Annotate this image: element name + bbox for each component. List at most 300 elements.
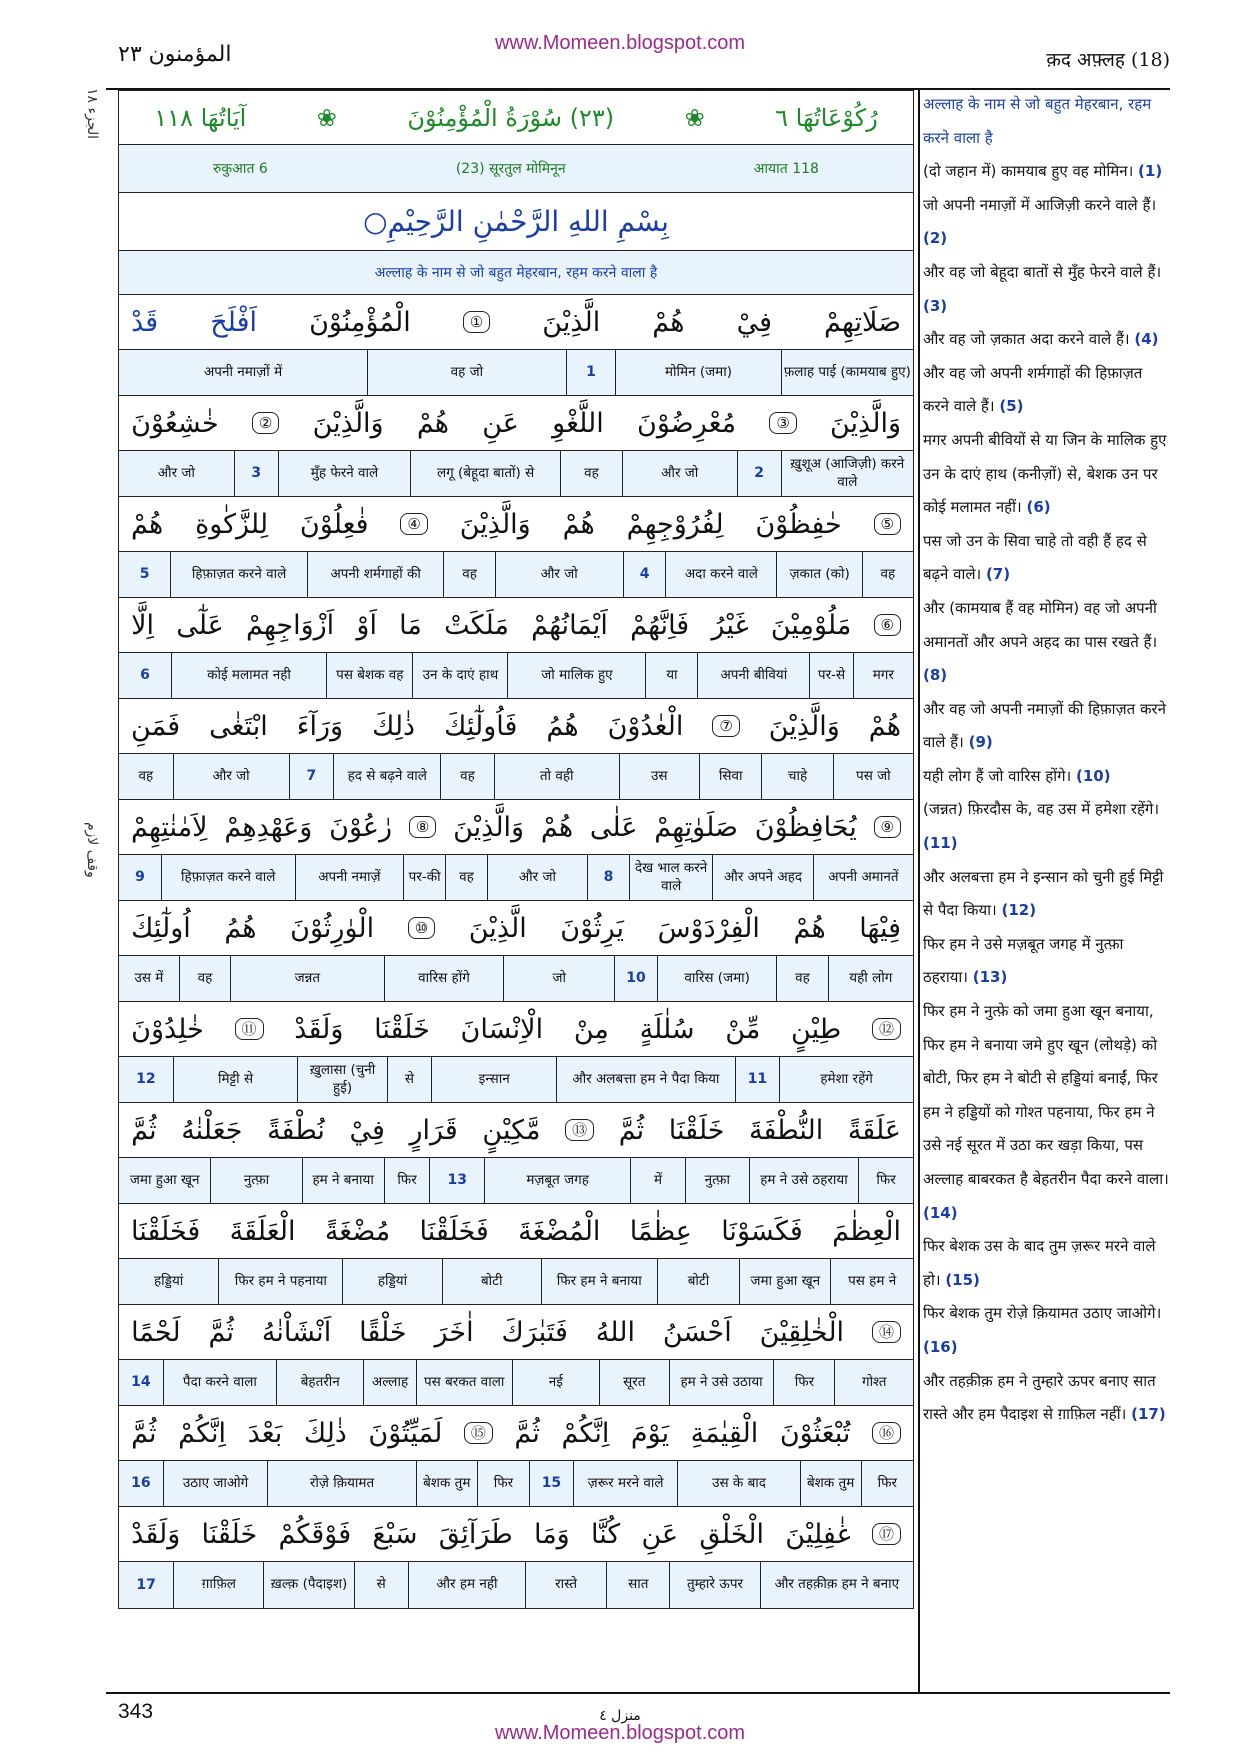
verse-number: 14 <box>131 1374 151 1391</box>
arabic-word: عَلٰٓى <box>176 609 224 641</box>
translation-text: और तहक़ीक़ हम ने तुम्हारे ऊपर बनाए सात रास्ते और हम पैदाइश से ग़ाफ़िल नहीं। <box>923 1371 1156 1424</box>
arabic-word: فَتَبٰرَكَ <box>501 1316 568 1348</box>
arabic-word: وَعَهْدِهِمْ <box>224 811 313 843</box>
translation-text: (दो जहान में) कामयाब हुए वह मोमिन। <box>923 162 1139 181</box>
arabic-word: اِنَّكُمْ <box>178 1417 227 1449</box>
arabic-verse-row <box>119 699 913 754</box>
word-meaning-row <box>119 653 913 699</box>
ayah-marker: ④ <box>400 513 427 535</box>
site-url-top[interactable]: www.Momeen.blogspot.com <box>494 32 746 54</box>
word-meaning-row <box>119 1158 913 1204</box>
word-meaning-cell: और अलबत्ता हम ने पैदा किया <box>556 1057 734 1102</box>
waqf-margin-note: وقف لازم <box>84 822 100 878</box>
arabic-word: مَّكِيْنٍ <box>482 1114 541 1146</box>
word-meaning-cell: देख भाल करने वाले <box>629 855 713 900</box>
verse-number: 3 <box>234 451 278 496</box>
arabic-word: غٰفِلِيْنَ <box>785 1518 851 1550</box>
word-meaning-cell: पस बरकत वाला <box>416 1360 512 1405</box>
arabic-word: اللهُ <box>595 1316 635 1348</box>
word-meaning-row <box>119 956 913 1002</box>
word-meaning-cell: वह <box>138 767 154 784</box>
arabic-verse-row <box>119 1103 913 1158</box>
verse-number: 9 <box>135 869 145 886</box>
word-meaning-cell: हिफ़ाज़त करने वाले <box>161 855 295 900</box>
verse-number: 10 <box>614 956 657 1001</box>
ruku-count-hindi: रुकुआत 6 <box>213 161 268 177</box>
arabic-word: هُمُ <box>224 912 257 944</box>
ayah-marker: ⑪ <box>235 1018 264 1040</box>
word-meaning-row <box>119 451 913 497</box>
arabic-word: ثُمَّ <box>514 1417 540 1449</box>
word-meaning-cell: बेशक तुम <box>800 1461 861 1506</box>
word-meaning-row <box>119 1562 913 1608</box>
arabic-word: رٰعُوْنَ <box>329 811 393 843</box>
arabic-word: الْعِظٰمَ <box>832 1215 901 1247</box>
word-meaning-cell: अपनी बीवियां <box>697 653 809 698</box>
arabic-word: فَمَنِ <box>131 710 181 742</box>
word-meaning-cell: रोज़े क़ियामत <box>267 1461 415 1506</box>
word-meaning-cell: फिर <box>861 1461 913 1506</box>
word-meaning-cell: जो <box>503 956 614 1001</box>
word-meaning-cell: हद से बढ़ने वाले <box>333 754 440 799</box>
word-meaning-cell: और जो <box>495 552 623 597</box>
ayah-marker: ⑬ <box>565 1119 594 1141</box>
word-meaning-cell: पर-से <box>809 653 852 698</box>
translation-sentence <box>923 330 1159 348</box>
word-meaning-cell: सात <box>606 1562 669 1608</box>
arabic-word: اِلَّا <box>131 609 154 641</box>
arabic-word: اَفْلَحَ <box>210 306 258 338</box>
word-meaning-cell: और जो <box>173 754 289 799</box>
word-meaning-cell: हम ने बनाया <box>302 1158 384 1203</box>
translation-sentence <box>923 935 1123 987</box>
word-meaning-cell: और जो <box>487 855 587 900</box>
translation-sentence <box>923 431 1166 516</box>
arabic-word: خَلَقْنَا <box>201 1518 258 1550</box>
arabic-word: وَمَا <box>533 1518 570 1550</box>
translation-verse-number: (16) <box>923 1337 958 1356</box>
word-meaning-cell: जमा हुआ खून <box>129 1171 200 1188</box>
verse-number: 1 <box>566 350 616 395</box>
arabic-word: فَوْقَكُمْ <box>278 1518 352 1550</box>
translation-text: और वह जो अपनी नमाज़ों की हिफ़ाज़त करने वाले हैं। <box>923 699 1166 752</box>
word-meaning-cell: वह <box>445 855 487 900</box>
arabic-word: عِظٰمًا <box>629 1215 692 1247</box>
translation-verse-number: (15) <box>945 1270 980 1289</box>
arabic-word: فَخَلَقْنَا <box>419 1215 489 1247</box>
word-meaning-cell: वह <box>560 451 622 496</box>
verse-number: 16 <box>131 1475 151 1492</box>
ayat-count-arabic: آيَاتُهَا ١١٨ <box>154 103 247 132</box>
word-meaning-cell: पस जो <box>833 754 913 799</box>
word-meaning-row <box>119 754 913 800</box>
verse-rows <box>119 295 913 1608</box>
word-meaning-row <box>119 1461 913 1507</box>
word-meaning-cell: हिफ़ाज़त करने वाले <box>170 552 307 597</box>
word-meaning-cell: वह <box>776 956 827 1001</box>
arabic-word: الْفِرْدَوْسَ <box>657 912 760 944</box>
arabic-verse-row <box>119 1406 913 1461</box>
word-meaning-cell: ज़कात (को) <box>776 552 861 597</box>
translation-text: जो अपनी नमाज़ों में आजिज़ी करने वाले हैं। <box>923 195 1157 214</box>
word-meaning-cell: मगर <box>853 653 913 698</box>
translation-column <box>923 88 1171 1432</box>
arabic-word: جَعَلْنٰهُ <box>181 1114 243 1146</box>
word-meaning-cell: इन्सान <box>431 1057 556 1102</box>
translation-sentence <box>923 599 1157 684</box>
word-meaning-cell: वह <box>440 754 494 799</box>
word-meaning-cell: वह <box>179 956 230 1001</box>
ayah-marker: ⑮ <box>464 1422 493 1444</box>
arabic-word: اَحْسَنُ <box>662 1316 732 1348</box>
arabic-word: قَدْ <box>131 306 159 338</box>
translation-verse-number: (7) <box>985 565 1011 584</box>
arabic-word: اَوْ <box>356 609 377 641</box>
ayah-marker: ② <box>252 412 279 434</box>
word-meaning-row <box>119 350 913 396</box>
word-meaning-cell: हमेशा रहेंगे <box>779 1057 913 1102</box>
arabic-word: مُضْغَةً <box>324 1215 391 1247</box>
word-meaning-cell: ग़ाफ़िल <box>173 1562 263 1608</box>
word-meaning-row <box>119 1360 913 1406</box>
word-meaning-cell: वारिस होंगे <box>384 956 504 1001</box>
ayat-count-hindi: आयात 118 <box>753 161 819 177</box>
word-meaning-cell: लगू (बेहूदा बातों) से <box>410 451 560 496</box>
word-meaning-cell: पर-की <box>403 855 445 900</box>
arabic-word: الَّذِيْنَ <box>468 912 527 944</box>
arabic-word: بَعْدَ <box>247 1417 283 1449</box>
site-url-bottom[interactable]: www.Momeen.blogspot.com <box>494 1722 746 1744</box>
word-meaning-cell: फिर <box>477 1461 529 1506</box>
word-meaning-cell: यही लोग <box>828 956 913 1001</box>
arabic-word: هُمْ <box>562 508 595 540</box>
word-meaning-cell: ज़रूर मरने वाले <box>573 1461 678 1506</box>
word-meaning-cell: वह <box>862 552 913 597</box>
word-meaning-cell: बेशक तुम <box>416 1461 477 1506</box>
arabic-word: مَا <box>399 609 422 641</box>
translation-text: और वह जो ज़कात अदा करने वाले हैं। <box>923 330 1135 349</box>
word-meaning-cell: तो वही <box>494 754 619 799</box>
translation-text: अल्लाह के नाम से जो बहुत मेहरबान, रहम करने वाला है <box>923 95 1152 147</box>
translation-verse-number: (4) <box>1134 330 1159 349</box>
arabic-word: صَلَاتِهِمْ <box>824 306 901 338</box>
word-by-word-grid <box>118 90 914 1609</box>
arabic-word: يُحَافِظُوْنَ <box>754 811 857 843</box>
surah-title-row <box>119 91 913 145</box>
word-meaning-cell: में <box>630 1158 685 1203</box>
word-meaning-cell: कोई मलामत नही <box>171 653 326 698</box>
arabic-word: صَلَوٰتِهِمْ <box>654 811 738 843</box>
translation-verse-number: (2) <box>923 229 948 248</box>
arabic-word: الْخَلْقِ <box>699 1518 765 1550</box>
translation-sentence <box>923 1237 1156 1289</box>
translation-sentence <box>923 800 1159 852</box>
arabic-word: اَنْشَاْنٰهُ <box>261 1316 332 1348</box>
translation-verse-number: (14) <box>923 1203 958 1222</box>
translation-sentence <box>923 196 1156 248</box>
bismillah-hindi-row <box>119 251 913 295</box>
word-meaning-cell: फिर हम ने पहनाया <box>218 1259 342 1304</box>
word-meaning-cell: हम ने उसे उठाया <box>669 1360 774 1405</box>
arabic-verse-row <box>119 800 913 855</box>
arabic-word: الْعَلَقَةَ <box>229 1215 296 1247</box>
ayah-marker: ⑫ <box>872 1018 901 1040</box>
word-meaning-row <box>119 1057 913 1103</box>
ayah-marker: ⑯ <box>872 1422 901 1444</box>
arabic-word: ثُمَّ <box>131 1417 157 1449</box>
para-header-hindi: क़द अफ़्लह (18) <box>1046 49 1170 71</box>
arabic-verse-row <box>119 1204 913 1259</box>
word-meaning-cell: और तहक़ीक़ हम ने बनाए <box>760 1562 913 1608</box>
arabic-word: خَلَقْنَا <box>668 1114 725 1146</box>
arabic-word: تُبْعَثُوْنَ <box>779 1417 851 1449</box>
word-meaning-cell: और जो <box>157 464 195 481</box>
verse-number: 11 <box>735 1057 780 1102</box>
arabic-word: يَرِثُوْنَ <box>560 912 624 944</box>
arabic-word: اللَّغْوِ <box>552 407 604 439</box>
word-meaning-cell: फिर <box>384 1158 430 1203</box>
arabic-word: الْخٰلِقِيْنَ <box>759 1316 845 1348</box>
word-meaning-cell: मिट्टी से <box>173 1057 298 1102</box>
word-meaning-cell: जमा हुआ खून <box>739 1259 830 1304</box>
arabic-word: مُعْرِضُوْنَ <box>637 407 737 439</box>
word-meaning-cell: मुँह फेरने वाले <box>278 451 410 496</box>
arabic-word: عَنِ <box>641 1518 679 1550</box>
arabic-word: هُمْ <box>131 508 164 540</box>
arabic-word: فَكَسَوْنَا <box>721 1215 803 1247</box>
arabic-word: وَالَّذِيْنَ <box>312 407 384 439</box>
word-meaning-cell: उस में <box>134 969 164 986</box>
word-meaning-cell: फिर <box>773 1360 834 1405</box>
translation-verse-number: (12) <box>1001 901 1037 920</box>
word-meaning-cell: उठाए जाओगे <box>163 1461 268 1506</box>
translation-verse-number: (9) <box>968 733 993 752</box>
ayah-marker: ⑧ <box>409 816 436 838</box>
arabic-word: وَالَّذِيْنَ <box>453 811 525 843</box>
word-meaning-cell: अपनी नमाज़ों में <box>203 363 283 380</box>
translation-text: और वह जो बेहूदा बातों से मुँह फेरने वाले हैं। <box>923 262 1162 281</box>
verse-number: 8 <box>587 855 629 900</box>
word-meaning-cell: हड्डियां <box>154 1272 184 1289</box>
arabic-word: فٰعِلُوْنَ <box>299 508 369 540</box>
flower-icon: ❀ <box>684 103 705 132</box>
footer-rule <box>106 1692 1170 1694</box>
arabic-verse-row <box>119 1002 913 1057</box>
arabic-word: الَّذِيْنَ <box>542 306 601 338</box>
translation-verse-number: (5) <box>999 397 1024 416</box>
arabic-word: يَوْمَ <box>630 1417 670 1449</box>
translation-text: मगर अपनी बीवियों से या जिन के मालिक हुए उन के दाएं हाथ (कनीज़ों) से, बेशक उन पर कोई मलामत नहीं। <box>923 430 1167 517</box>
arabic-word: ذٰلِكَ <box>303 1417 347 1449</box>
word-meaning-cell: उस के बाद <box>677 1461 799 1506</box>
column-divider <box>918 88 920 1692</box>
arabic-word: اَيْمَانُهُمْ <box>531 609 608 641</box>
verse-number: 15 <box>529 1461 573 1506</box>
translation-verse-number: (3) <box>923 296 948 315</box>
translation-sentence <box>923 1304 1161 1356</box>
page-number: 343 <box>118 1700 154 1723</box>
word-meaning-cell: बोटी <box>657 1259 740 1304</box>
translation-verse-number: (17) <box>1131 1405 1166 1424</box>
arabic-word: كُنَّا <box>590 1518 621 1550</box>
ayah-marker: ⑦ <box>712 715 739 737</box>
translation-sentence <box>923 1002 1169 1222</box>
arabic-word: ثُمَّ <box>618 1114 645 1146</box>
arabic-word: طَرَآئِقَ <box>438 1518 513 1550</box>
arabic-word: الْمُضْغَةَ <box>518 1215 601 1247</box>
bismillah-arabic: بِسْمِ اللهِ الرَّحْمٰنِ الرَّحِيْمِ○ <box>363 205 669 238</box>
word-meaning-cell: अपनी शर्मगाहों की <box>307 552 444 597</box>
arabic-word: هُمْ <box>868 710 901 742</box>
surah-name-arabic: (٢٣) سُوْرَةُ الْمُؤْمِنُوْنَ <box>407 103 615 132</box>
word-meaning-cell: पस बेशक वह <box>326 653 412 698</box>
ayah-marker: ⑩ <box>408 917 435 939</box>
word-meaning-row <box>119 1259 913 1305</box>
arabic-word: وَالَّذِيْنَ <box>829 407 901 439</box>
translation-sentence <box>923 767 1111 785</box>
ayah-marker: ⑰ <box>872 1523 901 1545</box>
verse-number: 12 <box>136 1071 156 1088</box>
arabic-word: هُمْ <box>652 306 685 338</box>
ruku-count-arabic: رُكُوْعَاتُهَا ٦ <box>775 103 878 132</box>
arabic-word: هُمُ <box>546 710 579 742</box>
word-meaning-cell: चाहे <box>761 754 832 799</box>
arabic-word: سُلٰلَةٍ <box>639 1013 695 1045</box>
translation-verse-number: (1) <box>1138 162 1163 181</box>
arabic-word: طِيْنٍ <box>791 1013 842 1045</box>
arabic-word: لَحْمًا <box>131 1316 181 1348</box>
bismillah-hindi: अल्लाह के नाम से जो बहुत मेहरबान, रहम करने वाला है <box>374 265 658 281</box>
arabic-word: فَاِنَّهُمْ <box>630 609 690 641</box>
juz-margin-note: الجزء ١٨ <box>84 88 100 139</box>
flower-icon: ❀ <box>316 103 337 132</box>
word-meaning-cell: ख़ल्क़ (पैदाइश) <box>263 1562 353 1608</box>
translation-verse-number: (13) <box>972 968 1008 987</box>
arabic-verse-row <box>119 497 913 552</box>
arabic-word: هُمْ <box>540 811 574 843</box>
word-meaning-cell: बेहतरीन <box>276 1360 363 1405</box>
arabic-verse-row <box>119 1507 913 1562</box>
arabic-verse-row <box>119 1305 913 1360</box>
word-meaning-cell: ख़ुशूअ (आजिज़ी) करने वाले <box>781 451 913 496</box>
arabic-verse-row <box>119 396 913 451</box>
translation-sentence <box>923 95 1151 147</box>
word-meaning-cell: सिवा <box>699 754 761 799</box>
arabic-word: الْعٰدُوْنَ <box>607 710 684 742</box>
word-meaning-cell: वह जो <box>367 350 566 395</box>
word-meaning-cell: जन्नत <box>230 956 384 1001</box>
arabic-word: اِنَّكُمْ <box>561 1417 610 1449</box>
arabic-word: وَرَآءَ <box>296 710 344 742</box>
word-meaning-cell: या <box>645 653 697 698</box>
arabic-word: مَلَكَتْ <box>444 609 509 641</box>
arabic-word: وَالَّذِيْنَ <box>459 508 531 540</box>
word-meaning-cell: से <box>354 1562 408 1608</box>
translation-verse-number: (6) <box>1026 498 1051 517</box>
translation-text: और अलबत्ता हम ने इन्सान को चुनी हुई मिट्टी से पैदा किया। <box>923 867 1164 920</box>
arabic-verse-row <box>119 598 913 653</box>
word-meaning-cell: नुत्फ़ा <box>210 1158 301 1203</box>
word-meaning-cell: जो मालिक हुए <box>507 653 645 698</box>
word-meaning-cell: नई <box>512 1360 599 1405</box>
arabic-word: الْوٰرِثُوْنَ <box>290 912 375 944</box>
word-meaning-cell: पैदा करने वाला <box>163 1360 276 1405</box>
arabic-word: فِيْ <box>736 306 772 338</box>
arabic-word: فِيْهَا <box>859 912 901 944</box>
arabic-word: لَمَيِّتُوْنَ <box>368 1417 443 1449</box>
arabic-word: عَلَقَةً <box>847 1114 901 1146</box>
translation-text: पस जो उन के सिवा चाहे तो वही हैं हद से बढ़ने वाले। <box>923 531 1147 584</box>
word-meaning-cell: अपनी अमानतें <box>813 855 913 900</box>
word-meaning-cell: उन के दाएं हाथ <box>412 653 507 698</box>
translation-sentence <box>923 1372 1166 1424</box>
arabic-word: الْمُؤْمِنُوْنَ <box>309 306 411 338</box>
word-meaning-cell: ख़ुलासा (चुनी हुई) <box>297 1057 386 1102</box>
verse-number: 5 <box>139 566 150 583</box>
word-meaning-cell: अपनी नमाज़ें <box>295 855 404 900</box>
verse-number: 13 <box>429 1158 484 1203</box>
surah-header-arabic: المؤمنون ٢٣ <box>118 42 232 67</box>
arabic-word: هُمْ <box>416 407 450 439</box>
translation-text: फिर हम ने उसे मज़बूत जगह में नुत्फ़ा ठहराया। <box>923 934 1124 987</box>
translation-text: यही लोग हैं जो वारिस होंगे। <box>923 766 1077 785</box>
verse-number: 17 <box>136 1576 156 1593</box>
arabic-word: مِّنْ <box>725 1013 761 1045</box>
verse-number: 2 <box>737 451 781 496</box>
word-meaning-cell: फिर हम ने बनाया <box>541 1259 657 1304</box>
ayah-marker: ① <box>463 311 490 333</box>
translation-sentence <box>923 263 1161 315</box>
arabic-word: عَنِ <box>482 407 519 439</box>
manzil-label: منزل ٤ <box>599 1708 641 1724</box>
ayah-marker: ⑤ <box>874 513 901 535</box>
arabic-word: النُّطْفَةَ <box>749 1114 824 1146</box>
arabic-word: مِنْ <box>573 1013 609 1045</box>
arabic-word: اُولٰٓئِكَ <box>131 912 191 944</box>
arabic-word: خَلْقًا <box>359 1316 407 1348</box>
arabic-word: وَالَّذِيْنَ <box>768 710 840 742</box>
word-meaning-cell: अदा करने वाले <box>665 552 776 597</box>
arabic-word: الْاِنْسَانَ <box>460 1013 544 1045</box>
word-meaning-cell: और हम नही <box>408 1562 525 1608</box>
arabic-word: ثُمَّ <box>131 1114 157 1146</box>
translation-sentence <box>923 364 1142 416</box>
word-meaning-cell: उस <box>619 754 699 799</box>
word-meaning-cell: गोश्त <box>834 1360 913 1405</box>
arabic-word: حٰفِظُوْنَ <box>755 508 842 540</box>
translation-text: और वह जो अपनी शर्मगाहों की हिफ़ाज़त करने वाले हैं। <box>923 363 1143 416</box>
translation-text: फिर हम ने नुत्फ़े को जमा हुआ खून बनाया, फिर हम ने बनाया जमे हुए खून (लोथड़े) को बोटी, फिर हम ने बोटी से हड्डियां बनाईं, फिर हम ने हड्डियों को गोश्त पहनाया, फिर हम ने उसे नई सूरत में उठा कर खड़ा किया, पस अल्लाह बाबरकत है बेहतरीन पैदा करने वाला। <box>923 1002 1169 1188</box>
ayah-marker: ③ <box>769 412 796 434</box>
arabic-word: نُطْفَةً <box>267 1114 325 1146</box>
word-meaning-cell: नुत्फ़ा <box>685 1158 749 1203</box>
arabic-word: مَلُوْمِيْنَ <box>770 609 852 641</box>
word-meaning-cell: सूरत <box>599 1360 669 1405</box>
arabic-word: وَلَقَدْ <box>131 1518 181 1550</box>
arabic-word: فَاُولٰٓئِكَ <box>444 710 518 742</box>
translation-text: (जन्नत) फ़िरदौस के, वह उस में हमेशा रहेंगे। <box>923 800 1160 819</box>
translation-text: फिर बेशक उस के बाद तुम ज़रूर मरने वाले हो। <box>923 1237 1156 1289</box>
ayah-marker: ⑥ <box>874 614 901 636</box>
arabic-word: قَرَارٍ <box>409 1114 458 1146</box>
arabic-word: اٰخَرَ <box>434 1316 474 1348</box>
translation-sentence <box>923 868 1163 920</box>
arabic-word: غَيْرُ <box>711 609 749 641</box>
arabic-word: سَبْعَ <box>372 1518 418 1550</box>
translation-text: और (कामयाब हैं वह मोमिन) वह जो अपनी अमानतों और अपने अहद का पास रखते हैं। <box>923 598 1158 651</box>
word-meaning-cell: रास्ते <box>525 1562 606 1608</box>
arabic-word: خَلَقْنَا <box>374 1013 430 1045</box>
